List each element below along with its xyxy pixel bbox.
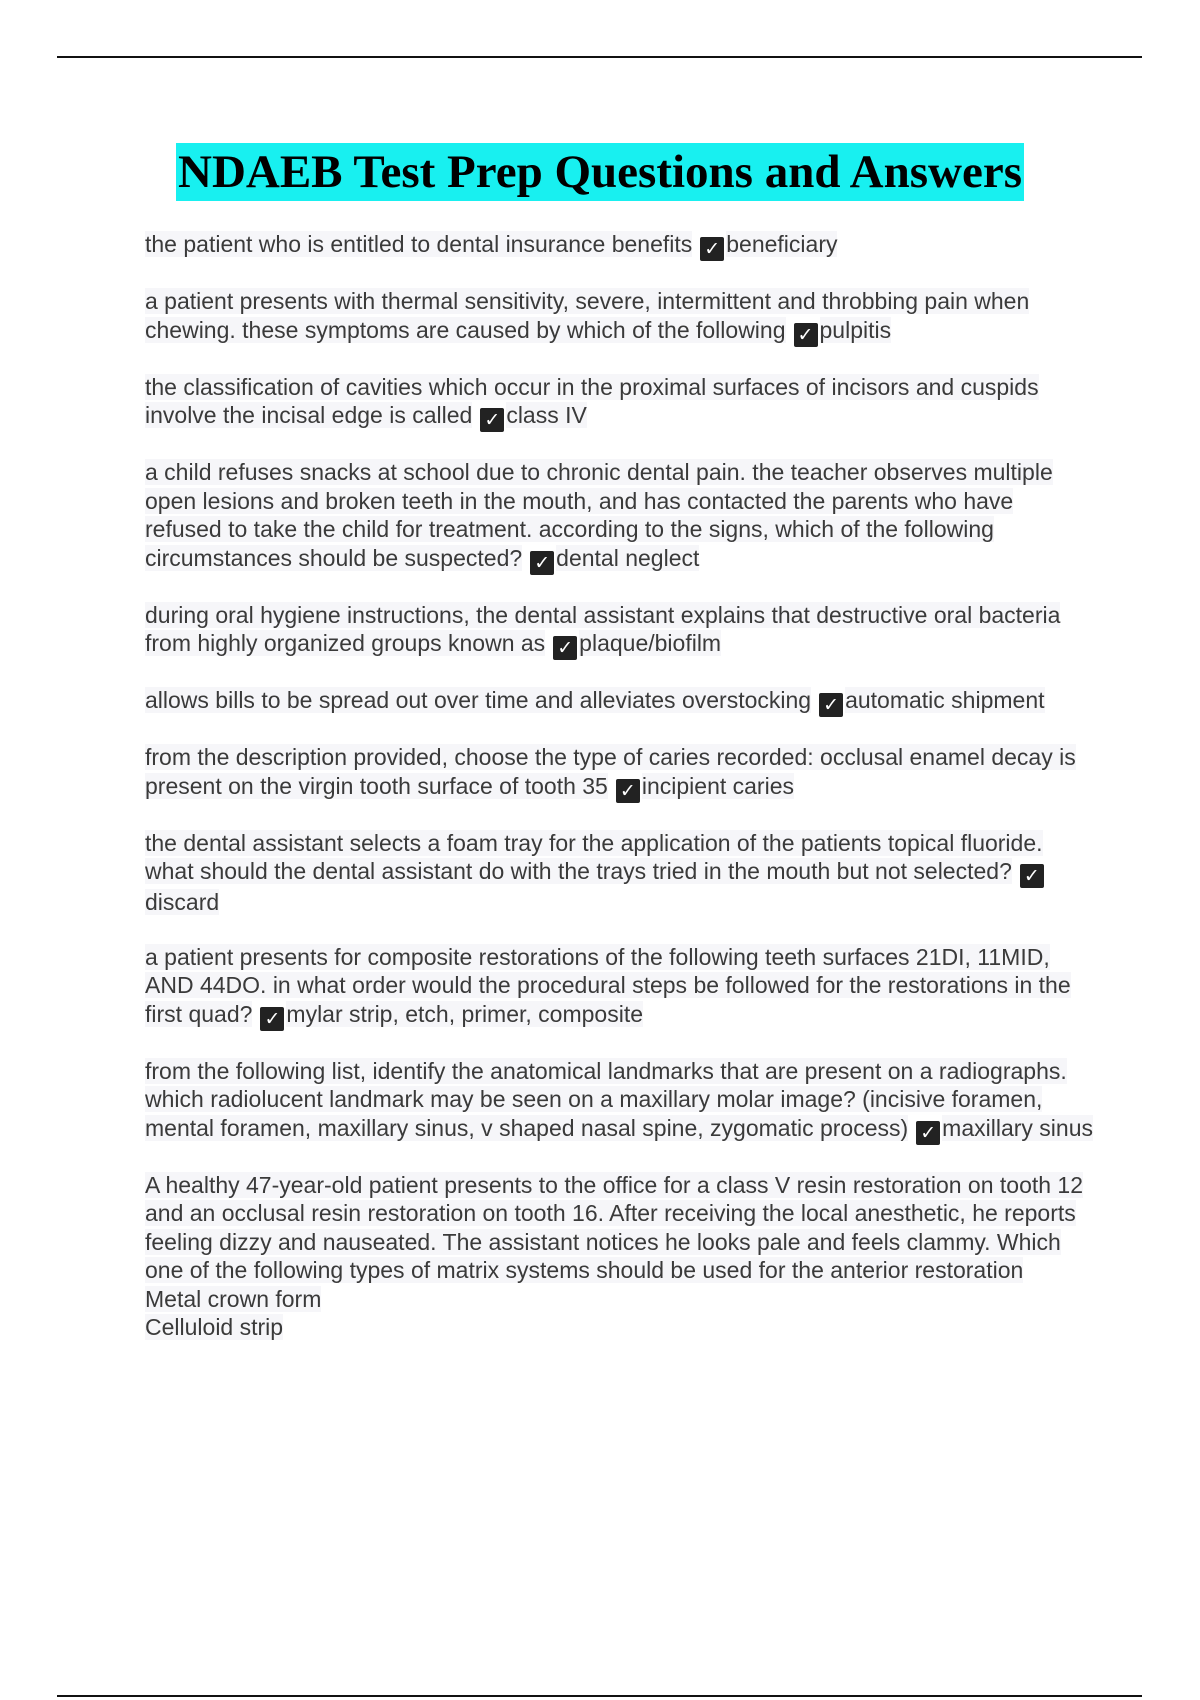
checkmark-icon: ✓	[553, 636, 577, 660]
answer-text: discard	[145, 889, 220, 915]
answer-text: maxillary sinus	[942, 1114, 1093, 1141]
qa-list	[145, 230, 1095, 1368]
top-rule	[57, 56, 1142, 58]
checkmark-icon: ✓	[794, 323, 818, 347]
document-title: NDAEB Test Prep Questions and Answers	[176, 143, 1024, 201]
question-text: the classification of cavities which occur in the proximal surfaces of incisors and cuspids involve the incisal edge is called	[145, 373, 1039, 428]
question-text: allows bills to be spread out over time and alleviates overstocking	[145, 687, 812, 713]
checkmark-icon: ✓	[700, 237, 724, 261]
answer-text: incipient caries	[641, 772, 794, 799]
answer-text: dental neglect	[556, 544, 700, 571]
qa-item	[145, 686, 1095, 717]
checkmark-icon: ✓	[480, 408, 504, 432]
question-text: from the following list, identify the anatomical landmarks that are present on a radiographs. which radiolucent landmark may be seen on a maxillary molar image? (incisive foramen, mental foramen, maxillary sinus, v shaped nasal spine, zygomatic process)	[145, 1057, 1067, 1141]
qa-item	[145, 287, 1095, 347]
qa-item	[145, 743, 1095, 803]
answer-text: pulpitis	[819, 316, 892, 343]
question-text: from the description provided, choose the type of caries recorded: occlusal enamel decay is present on the virgin tooth surface of tooth 35	[145, 744, 1076, 799]
question-text: A healthy 47-year-old patient presents to the office for a class V resin restoration on tooth 12 and an occlusal resin restoration on tooth 16. After receiving the local anesthetic, he reports feeling dizzy and nauseated. The assistant notices he looks pale and feels clammy. Which one of the following types of matrix systems should be used for the anterior restoration Metal crown form Celluloid strip	[145, 1171, 1084, 1340]
checkmark-icon: ✓	[260, 1007, 284, 1031]
question-text: a patient presents with thermal sensitivity, severe, intermittent and throbbing pain when chewing. these symptoms are caused by which of the following	[145, 288, 1030, 343]
question-text: the dental assistant selects a foam tray for the application of the patients topical fluoride. what should the dental assistant do with the trays tried in the mouth but not selected?	[145, 829, 1043, 884]
checkmark-icon: ✓	[616, 779, 640, 803]
qa-item	[145, 373, 1095, 433]
answer-text: beneficiary	[726, 231, 838, 257]
question-text: during oral hygiene instructions, the dental assistant explains that destructive oral bacteria from highly organized groups known as	[145, 601, 1061, 656]
title-container	[0, 143, 1200, 201]
checkmark-icon: ✓	[1020, 864, 1044, 888]
checkmark-icon: ✓	[530, 551, 554, 575]
checkmark-icon: ✓	[819, 693, 843, 717]
qa-item	[145, 1057, 1095, 1145]
qa-item	[145, 1171, 1095, 1342]
qa-item	[145, 943, 1095, 1031]
qa-item	[145, 458, 1095, 575]
question-text: a patient presents for composite restorations of the following teeth surfaces 21DI, 11MID, AND 44DO. in what order would the procedural steps be followed for the restorations in the first quad?	[145, 943, 1071, 1027]
qa-item	[145, 829, 1095, 917]
answer-text: mylar strip, etch, primer, composite	[286, 1000, 644, 1027]
question-text: a child refuses snacks at school due to chronic dental pain. the teacher observes multiple open lesions and broken teeth in the mouth, and has contacted the parents who have refused to take the child for treatment. according to the signs, which of the following circumstances should be suspected?	[145, 459, 1053, 571]
qa-item	[145, 230, 1095, 261]
question-text: the patient who is entitled to dental insurance benefits	[145, 231, 693, 257]
answer-text: plaque/biofilm	[579, 630, 722, 656]
answer-text: class IV	[506, 402, 587, 428]
answer-text: automatic shipment	[845, 687, 1045, 713]
bottom-rule	[57, 1695, 1142, 1697]
qa-item	[145, 601, 1095, 661]
checkmark-icon: ✓	[916, 1121, 940, 1145]
